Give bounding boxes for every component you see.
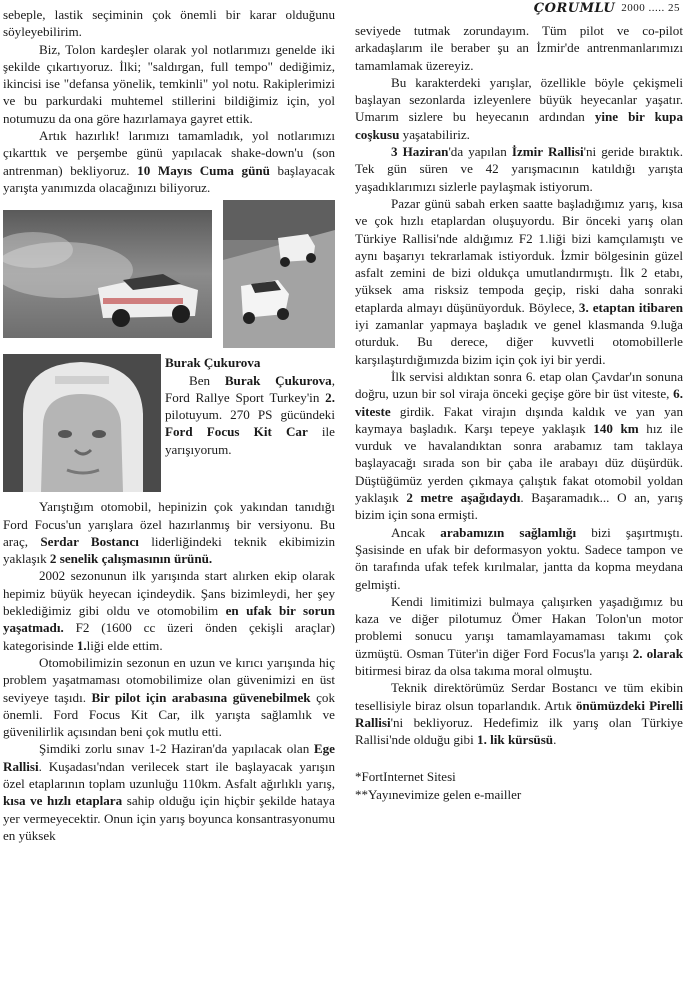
paragraph: Kendi limitimizi bulmaya çalışırken yaşadığımız bu kaza ve diğer pilotumuz Ömer Hakan Tolon'un motor problemi sonucu yarışı tamamlayamaması takımı çok üzmüştü. Osman Tüter'in diğer Ford Focus'la yarışı 2. olarak bitirmesi biraz da olsa takıma moral olmuştu. bbox=[355, 593, 683, 678]
paragraph: Teknik direktörümüz Serdar Bostancı ve tüm ekibin tesellisiyle biraz olsun toparlandık. Artık önümüzdeki Pirelli Rallisi'ni bekliyoruz. Hedefimiz ilk yarış olan Türkiye Rallisi'nde olduğu gibi 1. lik kürsüsü. bbox=[355, 680, 683, 748]
paragraph: sebeple, lastik seçiminin çok önemli bir karar olduğunu söyleyebilirim. bbox=[3, 7, 335, 40]
paragraph: İlk servisi aldıktan sonra 6. etap olan Çavdar'ın sonuna doğru, uzun bir sol viraja önceki geçişe göre bir üst viteste, 6. viteste girdik. Fakat virajın dışında kaldık ve yan yan kaymaya başladık. Karşı tepeye yaklaşık 140 km hız ile vurduk ve havalandıktan sonra arabamız tam taklaya başlayacağı sırada son bir çaba ile arabayı düz düşürdük. Düştüğümüz yerden çıkmaya çalıştık fakat otomobil yoldan yaklaşık 2 metre aşağıdaydı. Başaramadık... O an, yarış bizim için sona ermişti. bbox=[355, 368, 683, 523]
paragraph: 2002 sezonunun ilk yarışında start alırken ekip olarak hepimiz büyük heyecan içindeydik. Şans bizimleydi, her şey beklediğimiz gibi oldu ve otomobilim en ufak bir sorun yaşatmadı. F2 (1600 cc üzeri önden çekişli araçlar) kategorisinde 1.liği elde ettim. bbox=[3, 568, 335, 653]
paragraph: Pazar günü sabah erken saatte başladığımız yarış, kısa ve çok hızlı etaplardan oluşuyordu. Bir önceki yarış olan Türkiye Rallisi'nde aldığımız F2 1.liği bizi kamçılamıştı ve aynı başarıyı tekrarlamak istiyorduk. İzmir bölgesinin güzel asfalt zemini de bizi oldukça umutlandırmıştı. İlk 2 etabı, yüksek ama risksiz tempoda geçip, riski daha sonraki etaplarda almayı düşünüyorduk. Böylece, 3. etaptan itibaren iyi zamanlar yapmaya başladık ve genel klasmanda 9.luğa oturduk. Bu derece, diğer kuvvetli otomobillerle karşılaştırdığımızda bizim için çok iyi bir yerdi. bbox=[355, 195, 683, 367]
paragraph: Yarıştığım otomobil, hepinizin çok yakından tanıdığı Ford Focus'un yarışlara özel hazırlanmış bir versiyonu. Bu araç, Serdar Bostancı liderliğindeki teknik ekibimizin yaklaşık 2 senelik çalışmasının ürünü. bbox=[3, 499, 336, 567]
page-header bbox=[534, 0, 680, 16]
paragraph: Ancak arabamızın sağlamlığı bizi şaşırtmıştı. Şasisinde en ufak bir deformasyon yoktu. Sadece tampon ve ön tarafında ufak tefek kırılmalar, jantta da kopma meydana gelmişti. bbox=[355, 524, 684, 592]
footnote: **Yayınevimize gelen e-mailler bbox=[355, 787, 522, 803]
page-reference: 2000 ..... 25 bbox=[621, 2, 680, 14]
driver-name: Burak Çukurova bbox=[165, 355, 261, 371]
paragraph: Artık hazırlık! larımızı tamamladık, yol notlarımızı çıkarttık ve perşembe günü yapılacak shake-down'u (son antrenman) bekliyoruz. 10 Mayıs Cuma günü başlayacak yarışta yanımızda olacağınızı biliyoruz. bbox=[3, 128, 335, 195]
paragraph: seviyede tutmak zorundayım. Tüm pilot ve co-pilot arkadaşlarım ile beraber şu an İzmir'de antrenmanlarımızı tamamlamak üzereyiz. bbox=[355, 23, 683, 73]
paragraph: 3 Haziran'da yapılan İzmir Rallisi'ni geride bıraktık. Tek gün süren ve 42 yarışmacının katıldığı yarışta yaşadıklarımızı sizlerle paylaşmak istiyorum. bbox=[355, 144, 683, 194]
two-rally-cars-road-photo bbox=[223, 200, 335, 348]
rally-car-gravel-photo bbox=[3, 210, 212, 338]
paragraph: Bu karakterdeki yarışlar, özellikle böyle çekişmeli başlayan sezonlarda izleyenlere büyük heyecanlar yaşatır. Umarım sizlere bu heyecanın ardından yine bir kupa coşkusu yaşatabiliriz. bbox=[355, 74, 683, 142]
paragraph: Biz, Tolon kardeşler olarak yol notlarımızı genelde iki şekilde çıkartıyoruz. İlki; "saldırgan, full tempo" dediğimiz, ikincisi ise "defansa yönelik, temkinli" yol notu. Rakiplerimizi ve bu parkurdaki muhtemel stillerini bildiğimiz için, yol notumuzu da ona göre hazırlamaya gayret ettik. bbox=[3, 41, 335, 126]
paragraph: Şimdiki zorlu sınav 1-2 Haziran'da yapılacak olan Ege Rallisi. Kuşadası'ndan verilecek start ile başlayacak yarışın özel etaplarının toplam uzunluğu 110km. Asfalt ağırlıklı yarış, kısa ve hızlı etaplara sahip olduğu için hiçbir şekilde hataya yer vermeyecektir. Onun için yarış boyunca konsantrasyonumu en yüksek bbox=[3, 741, 335, 843]
right-column bbox=[355, 22, 683, 804]
driver-bio bbox=[165, 354, 335, 492]
footnote: *FortInternet Sitesi bbox=[355, 769, 456, 785]
masthead: ÇORUMLU bbox=[533, 0, 616, 16]
footnotes bbox=[355, 768, 683, 804]
left-column bbox=[3, 6, 335, 844]
driver-portrait-photo bbox=[3, 354, 161, 492]
bio-text: Ben Burak Çukurova, Ford Rallye Sport Turkey'in 2. pilotuyum. 270 PS gücündeki Ford Focus Kit Car ile yarışıyorum. bbox=[165, 372, 335, 457]
paragraph: Otomobilimizin sezonun en uzun ve kırıcı yarışında hiç problem yaşatmaması otomobilimize olan güvenimizi en üst seviyeye taşıdı. Bir pilot için arabasına güvenebilmek çok önemli. Ford Focus Kit Car, ilk yarışta sağlamlık ve güvenilirlik açısından beni çok mutlu etti. bbox=[3, 654, 335, 740]
photo-row bbox=[3, 200, 335, 348]
driver-profile bbox=[3, 354, 335, 492]
